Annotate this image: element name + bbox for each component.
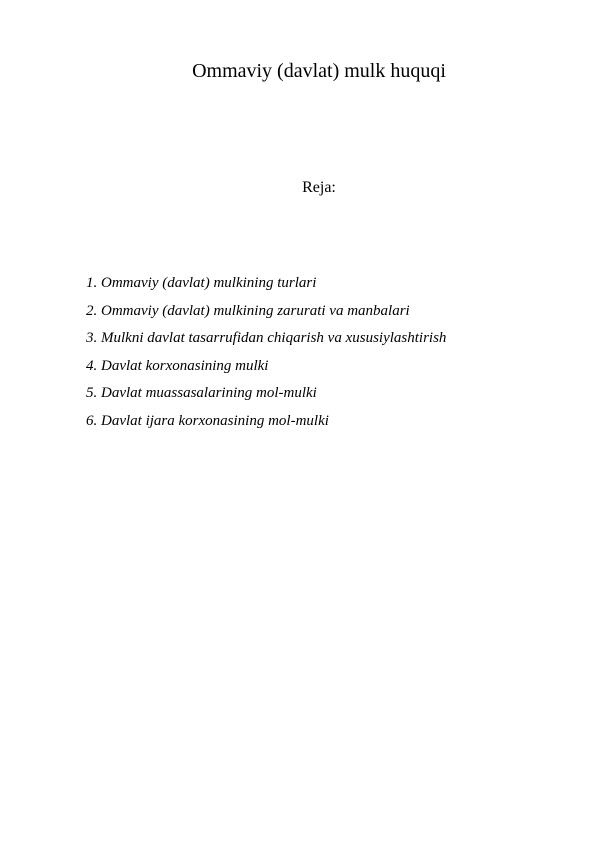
plan-item: 6. Davlat ijara korxonasining mol-mulki xyxy=(86,412,329,429)
plan-item: 1. Ommaviy (davlat) mulkining turlari xyxy=(86,275,317,291)
plan-item: 3. Mulkni davlat tasarrufidan chiqarish va xususiylashtirish xyxy=(86,330,447,346)
document-title: Ommaviy (davlat) mulk huquqi xyxy=(192,60,446,82)
plan-list xyxy=(86,270,446,435)
plan-item: 4. Davlat korxonasining mulki xyxy=(86,357,269,374)
plan-item: 2. Ommaviy (davlat) mulkining zarurati va manbalari xyxy=(86,302,410,319)
plan-heading: Reja: xyxy=(302,179,336,196)
plan-item: 5. Davlat muassasalarining mol-mulki xyxy=(86,385,317,401)
